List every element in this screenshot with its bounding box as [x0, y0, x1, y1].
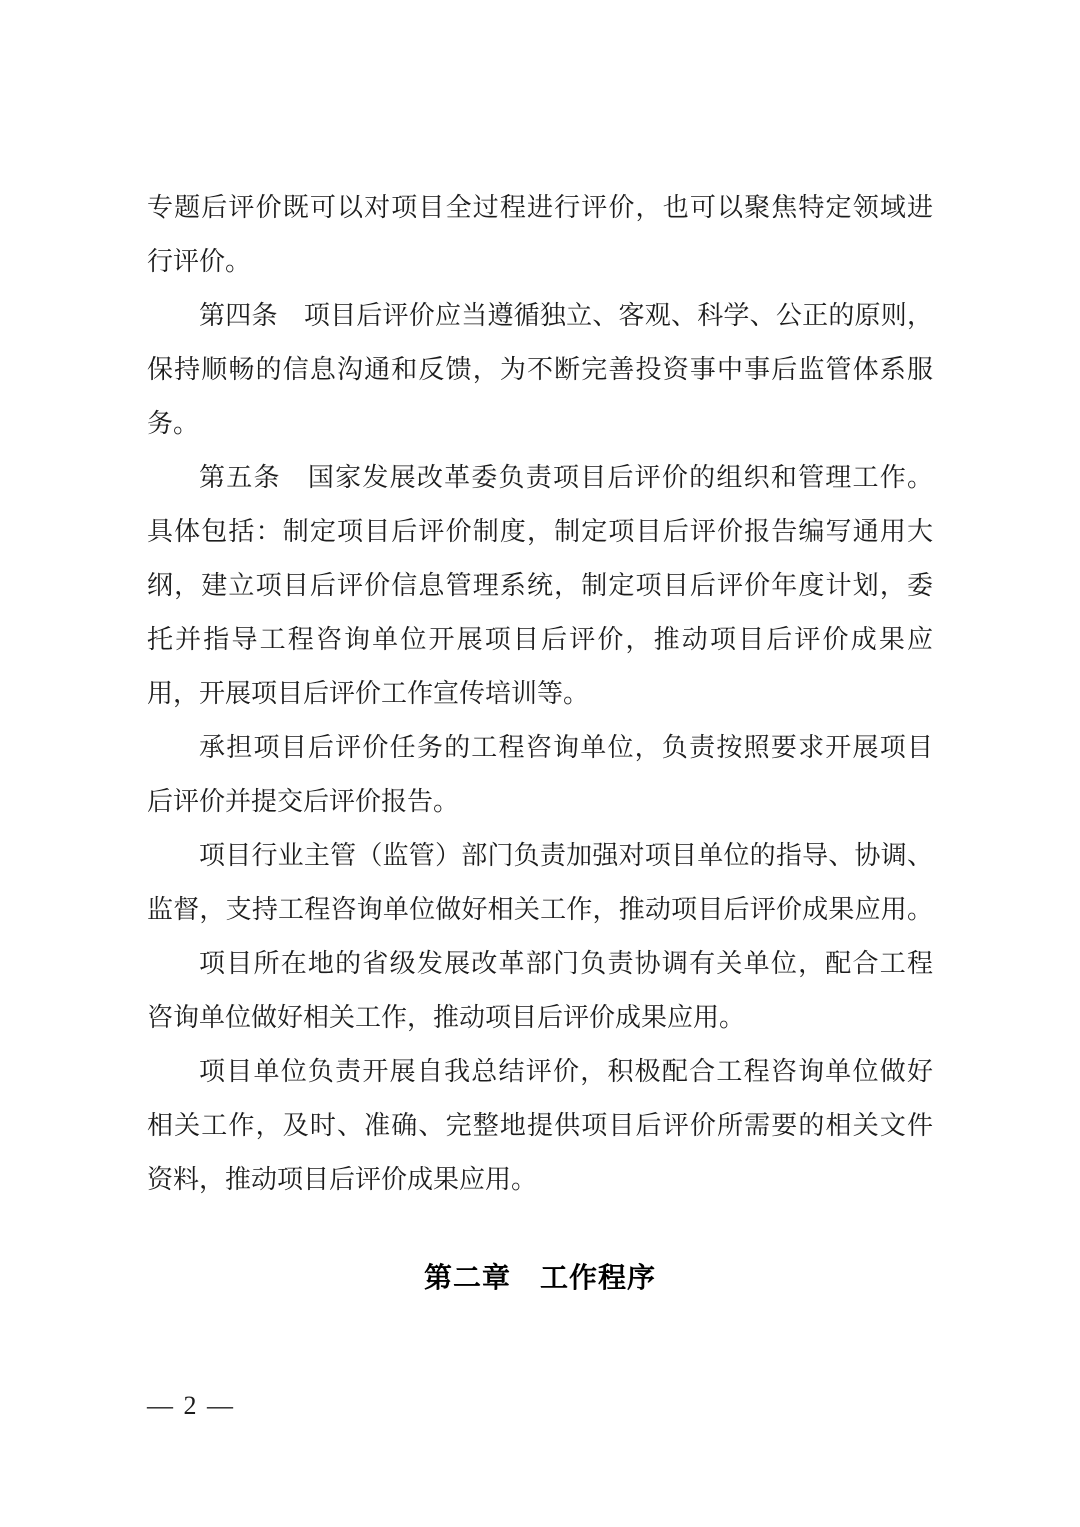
page-number: — 2 — — [147, 1391, 235, 1420]
body-line: 承担项目后评价任务的工程咨询单位，负责按照要求开展项目 — [199, 733, 933, 762]
body-line: 第四条 项目后评价应当遵循独立、客观、科学、公正的原则， — [199, 301, 933, 330]
body-line: 用，开展项目后评价工作宣传培训等。 — [147, 679, 590, 708]
body-line: 项目单位负责开展自我总结评价，积极配合工程咨询单位做好 — [199, 1057, 933, 1086]
body-line: 监督，支持工程咨询单位做好相关工作，推动项目后评价成果应用。 — [147, 895, 933, 924]
body-line: 托并指导工程咨询单位开展项目后评价，推动项目后评价成果应 — [147, 625, 933, 654]
body-line: 保持顺畅的信息沟通和反馈，为不断完善投资事中事后监管体系服 — [147, 355, 933, 384]
body-line: 专题后评价既可以对项目全过程进行评价，也可以聚焦特定领域进 — [147, 193, 933, 222]
body-line: 务。 — [147, 409, 200, 438]
body-line: 纲，建立项目后评价信息管理系统，制定项目后评价年度计划，委 — [147, 571, 933, 600]
body-line: 项目所在地的省级发展改革部门负责协调有关单位，配合工程 — [199, 949, 933, 978]
body-line: 具体包括：制定项目后评价制度，制定项目后评价报告编写通用大 — [147, 517, 933, 546]
chapter-heading: 第二章 工作程序 — [423, 1262, 656, 1293]
document-body — [147, 181, 933, 1305]
body-line: 行评价。 — [147, 247, 252, 276]
body-line: 咨询单位做好相关工作，推动项目后评价成果应用。 — [147, 1003, 746, 1032]
body-line: 后评价并提交后评价报告。 — [147, 787, 460, 816]
body-line: 第五条 国家发展改革委负责项目后评价的组织和管理工作。 — [199, 463, 933, 492]
body-line: 项目行业主管（监管）部门负责加强对项目单位的指导、协调、 — [199, 841, 933, 870]
body-line: 相关工作，及时、准确、完整地提供项目后评价所需要的相关文件 — [147, 1111, 933, 1140]
body-line: 资料，推动项目后评价成果应用。 — [147, 1165, 538, 1194]
